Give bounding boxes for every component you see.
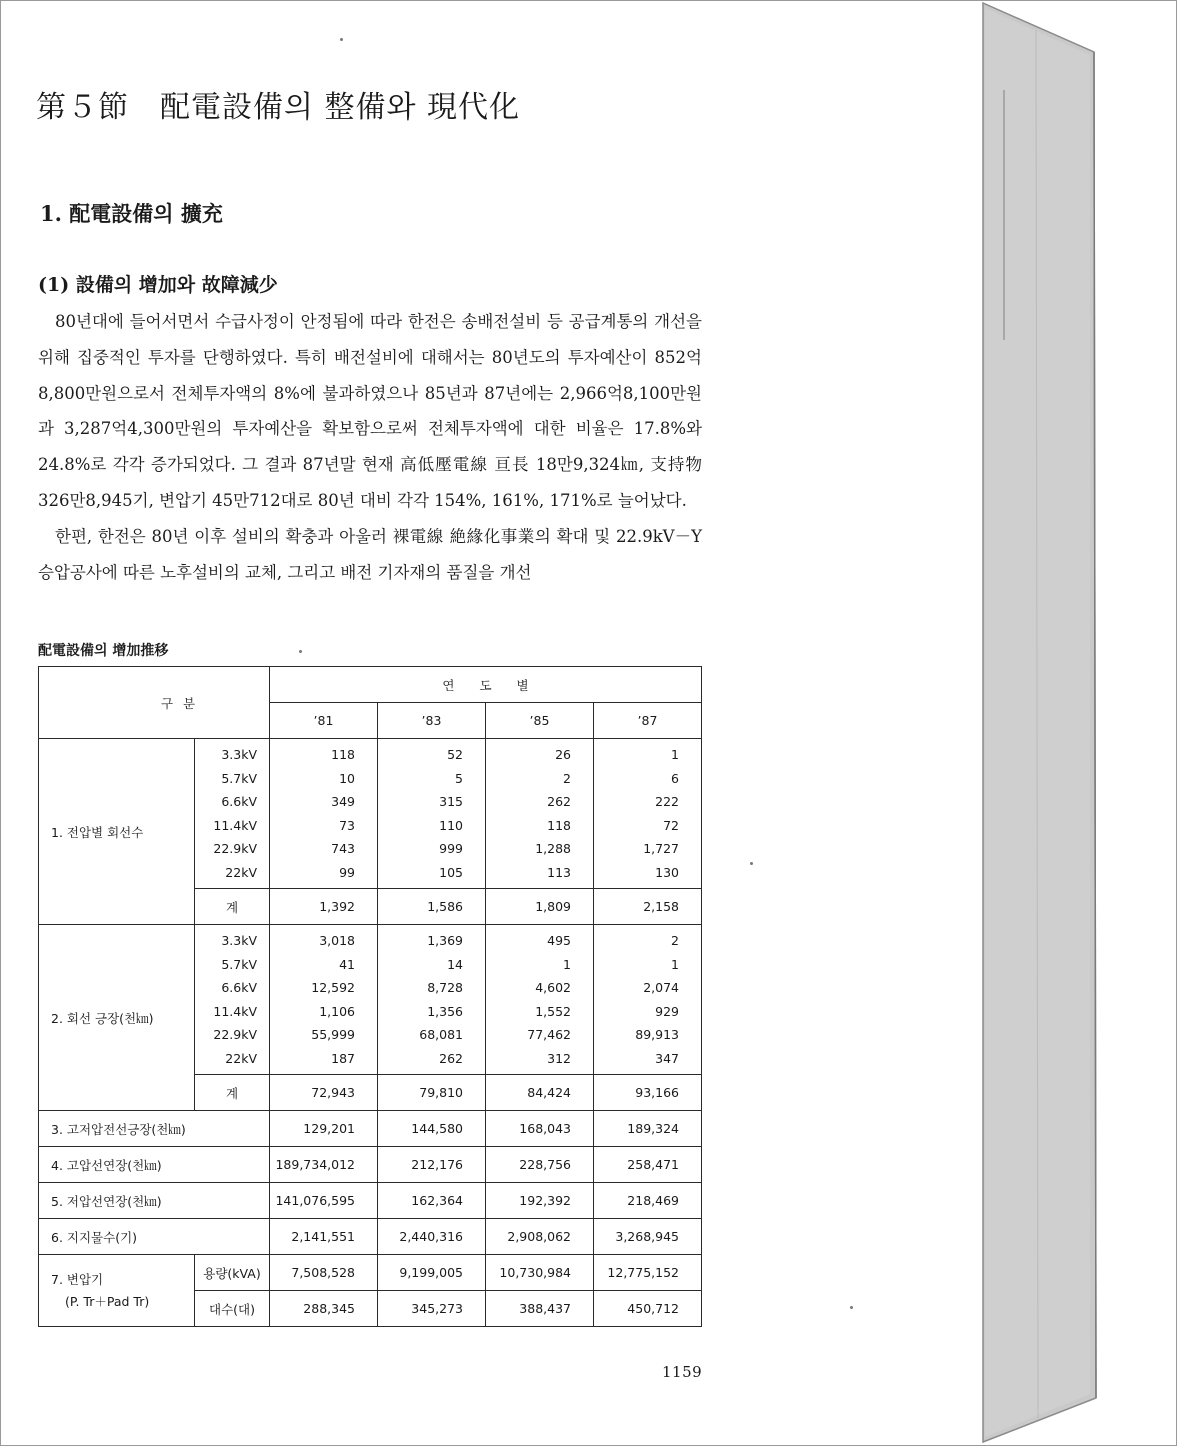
cell-value: 929 — [655, 1003, 679, 1019]
cell-value: 3,268,945 — [594, 1219, 702, 1255]
table-row — [39, 1255, 702, 1291]
cell-value: 79,810 — [378, 1075, 486, 1111]
transformer-label: 7. 변압기 — [51, 1271, 104, 1287]
cell-value: 1,392 — [270, 889, 378, 925]
voltage-label: 6.6kV — [221, 794, 257, 809]
value-cell-group — [378, 925, 486, 1075]
year-header: ’81 — [270, 703, 378, 739]
row-label-circuit-length: 2. 회선 긍장(천㎞) — [39, 925, 195, 1111]
page-number: 1159 — [662, 1363, 703, 1381]
cell-value: 2,158 — [594, 889, 702, 925]
table-row — [39, 739, 702, 889]
cell-value: 743 — [331, 841, 355, 856]
document-page — [2, 2, 982, 1442]
cell-value: 2,141,551 — [270, 1219, 378, 1255]
cell-value: 262 — [547, 794, 571, 809]
cell-value: 2 — [563, 770, 571, 786]
cell-value: 3,018 — [319, 933, 355, 948]
cell-value: 315 — [439, 794, 463, 809]
cell-value: 192,392 — [486, 1183, 594, 1219]
value-cell-group — [270, 739, 378, 889]
cell-value: 10 — [339, 770, 355, 786]
cell-value: 388,437 — [486, 1291, 594, 1327]
count-label: 대수(대) — [195, 1291, 270, 1327]
row-label: 5. 저압선연장(천㎞) — [39, 1183, 270, 1219]
cell-value: 2,908,062 — [486, 1219, 594, 1255]
cell-value: 99 — [339, 864, 355, 880]
voltage-label: 6.6kV — [221, 980, 257, 995]
row-label: 3. 고저압전선긍장(천㎞) — [39, 1111, 270, 1147]
cell-value: 1,369 — [427, 933, 463, 948]
cell-value: 73 — [339, 817, 355, 833]
table-row — [39, 1219, 702, 1255]
cell-value: 999 — [439, 841, 463, 856]
cell-value: 189,734,012 — [270, 1147, 378, 1183]
cell-value: 5 — [455, 770, 463, 786]
subsection-title: (1) 設備의 增加와 故障減少 — [38, 274, 278, 296]
voltage-label: 22.9kV — [213, 841, 257, 856]
year-header: ’87 — [594, 703, 702, 739]
cell-value: 12,775,152 — [594, 1255, 702, 1291]
value-cell-group — [486, 739, 594, 889]
cell-value: 72,943 — [270, 1075, 378, 1111]
cell-value: 6 — [671, 770, 679, 786]
row-label-transformer — [39, 1255, 195, 1327]
cell-value: 68,081 — [419, 1027, 463, 1042]
cell-value: 118 — [547, 817, 571, 833]
cell-value: 141,076,595 — [270, 1183, 378, 1219]
cell-value: 77,462 — [527, 1027, 571, 1042]
cell-value: 72 — [663, 817, 679, 833]
sum-label: 계 — [195, 1075, 270, 1111]
cell-value: 110 — [439, 817, 463, 833]
cell-value: 129,201 — [270, 1111, 378, 1147]
cell-value: 1,586 — [378, 889, 486, 925]
cell-value: 162,364 — [378, 1183, 486, 1219]
cell-value: 450,712 — [594, 1291, 702, 1327]
cell-value: 347 — [655, 1050, 679, 1066]
voltage-labels — [195, 739, 270, 889]
table-row — [39, 925, 702, 1075]
cell-value: 1,809 — [486, 889, 594, 925]
paragraph: 한편, 한전은 80년 이후 설비의 확충과 아울러 裸電線 絶緣化事業의 확대 및 22.9kV－Y승압공사에 따른 노후설비의 교체, 그리고 배전 기자재의 품질을 개선 — [38, 526, 702, 582]
cell-value: 52 — [447, 747, 463, 762]
voltage-label: 3.3kV — [221, 933, 257, 948]
cell-value: 1 — [671, 956, 679, 972]
cell-value: 258,471 — [594, 1147, 702, 1183]
cell-value: 2,074 — [643, 980, 679, 995]
cell-value: 55,999 — [311, 1027, 355, 1042]
cell-value: 1,288 — [535, 841, 571, 856]
cell-value: 345,273 — [378, 1291, 486, 1327]
cell-value: 262 — [439, 1050, 463, 1066]
cell-value: 4,602 — [535, 980, 571, 995]
table-row — [39, 1111, 702, 1147]
cell-value: 288,345 — [270, 1291, 378, 1327]
body-text — [38, 304, 702, 590]
cell-value: 187 — [331, 1050, 355, 1066]
cell-value: 14 — [447, 956, 463, 972]
table-header-row — [39, 667, 702, 703]
scan-speck — [750, 862, 753, 865]
voltage-label: 22kV — [225, 864, 257, 880]
table-caption: 配電設備의 增加推移 — [38, 643, 169, 659]
cell-value: 144,580 — [378, 1111, 486, 1147]
voltage-label: 22.9kV — [213, 1027, 257, 1042]
sum-label: 계 — [195, 889, 270, 925]
value-cell-group — [594, 925, 702, 1075]
scan-speck — [850, 1306, 853, 1309]
cell-value: 218,469 — [594, 1183, 702, 1219]
cell-value: 89,913 — [635, 1027, 679, 1042]
cell-value: 2,440,316 — [378, 1219, 486, 1255]
cell-value: 105 — [439, 864, 463, 880]
cell-value: 41 — [339, 956, 355, 972]
cell-value: 93,166 — [594, 1075, 702, 1111]
cell-value: 113 — [547, 864, 571, 880]
row-label: 4. 고압선연장(천㎞) — [39, 1147, 270, 1183]
cell-value: 495 — [547, 933, 571, 948]
year-header: ’83 — [378, 703, 486, 739]
cell-value: 228,756 — [486, 1147, 594, 1183]
voltage-label: 11.4kV — [213, 1003, 257, 1019]
table-row — [39, 1183, 702, 1219]
cell-value: 10,730,984 — [486, 1255, 594, 1291]
cell-value: 8,728 — [427, 980, 463, 995]
paragraph: 80년대에 들어서면서 수급사정이 안정됨에 따라 한전은 송배전설비 등 공급계통의 개선을 위해 집중적인 투자를 단행하였다. 특히 배전설비에 대해서는 80년도의 투자예산이 852억8,800만원으로서 전체투자액의 8%에 불과하였으나 85년과 87년에는 2,966억8,100만원과 3,287억4,300만원의 투자예산을 확보함으로써 전체투자액에 대한 비율은 17.8%와 24.8%로 각각 증가되었다. 그 결과 87년말 현재 高低壓電線 亘長 18만9,324㎞, 支持物 326만8,945기, 변압기 45만712대로 80년 대비 각각 154%, 161%, 171%로 늘어났다. — [38, 312, 702, 510]
value-cell-group — [378, 739, 486, 889]
scan-speck — [340, 38, 343, 41]
voltage-labels — [195, 925, 270, 1075]
table-row — [39, 1147, 702, 1183]
cell-value: 1 — [563, 956, 571, 972]
year-header: ’85 — [486, 703, 594, 739]
cell-value: 2 — [671, 933, 679, 948]
transformer-sublabel: (P. Tr＋Pad Tr) — [65, 1293, 150, 1309]
cell-value: 130 — [655, 864, 679, 880]
cell-value: 1,106 — [319, 1003, 355, 1019]
value-cell-group — [270, 925, 378, 1075]
row-label-circuits: 1. 전압별 회선수 — [39, 739, 195, 925]
facility-table — [38, 666, 702, 1327]
cell-value: 1,552 — [535, 1003, 571, 1019]
cell-value: 222 — [655, 794, 679, 809]
chapter-title: 第５節 配電設備의 整備와 現代化 — [36, 90, 521, 125]
cell-value: 1 — [671, 747, 679, 762]
cell-value: 1,727 — [643, 841, 679, 856]
value-cell-group — [486, 925, 594, 1075]
header-years-group: 연 도 별 — [270, 667, 702, 703]
cell-value: 168,043 — [486, 1111, 594, 1147]
cell-value: 84,424 — [486, 1075, 594, 1111]
cell-value: 7,508,528 — [270, 1255, 378, 1291]
value-cell-group — [594, 739, 702, 889]
capacity-label: 용량(kVA) — [195, 1255, 270, 1291]
voltage-label: 5.7kV — [221, 770, 257, 786]
voltage-label: 3.3kV — [221, 747, 257, 762]
row-label: 6. 지지물수(기) — [39, 1219, 270, 1255]
cell-value: 312 — [547, 1050, 571, 1066]
cell-value: 9,199,005 — [378, 1255, 486, 1291]
cell-value: 349 — [331, 794, 355, 809]
voltage-label: 22kV — [225, 1050, 257, 1066]
header-category: 구 분 — [39, 667, 270, 739]
section-title: 1. 配電設備의 擴充 — [40, 201, 223, 226]
cell-value: 26 — [555, 747, 571, 762]
cell-value: 12,592 — [311, 980, 355, 995]
voltage-label: 5.7kV — [221, 956, 257, 972]
cell-value: 1,356 — [427, 1003, 463, 1019]
cell-value: 118 — [331, 747, 355, 762]
voltage-label: 11.4kV — [213, 817, 257, 833]
cell-value: 189,324 — [594, 1111, 702, 1147]
cell-value: 212,176 — [378, 1147, 486, 1183]
scan-speck — [299, 650, 302, 653]
